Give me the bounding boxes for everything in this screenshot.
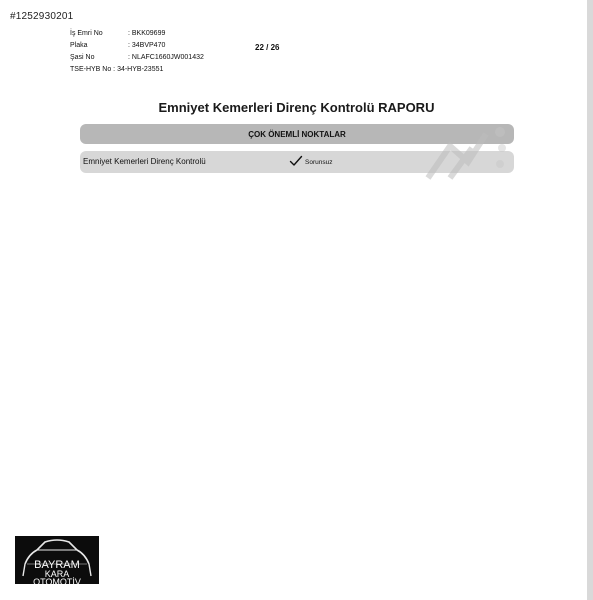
logo-line1: BAYRAM xyxy=(34,559,80,571)
check-icon xyxy=(289,155,303,167)
page-number: 22 / 26 xyxy=(255,43,280,52)
chassis-value: : NLAFC1660JW001432 xyxy=(128,54,204,61)
page-right-edge xyxy=(587,0,593,600)
check-status-text: Sorunsuz xyxy=(305,158,333,166)
listing-id: #1252930201 xyxy=(10,11,74,22)
dealer-logo xyxy=(15,536,99,584)
plate-row xyxy=(70,40,204,52)
order-number-value: : BKK09699 xyxy=(128,30,166,37)
report-title: Emniyet Kemerleri Direnç Kontrolü RAPORU xyxy=(158,100,435,115)
plate-label: Plaka xyxy=(70,42,88,49)
section-header xyxy=(80,124,514,144)
order-info xyxy=(70,28,204,76)
section-title: ÇOK ÖNEMLİ NOKTALAR xyxy=(248,129,346,139)
chassis-row xyxy=(70,52,204,64)
check-row xyxy=(80,151,514,173)
check-label: Emniyet Kemerleri Direnç Kontrolü xyxy=(83,157,206,166)
check-status xyxy=(289,155,332,167)
chassis-label: Şasi No xyxy=(70,54,95,61)
order-number-label: İş Emri No xyxy=(70,30,103,37)
logo-line2: KARA xyxy=(44,569,70,579)
tse-number: TSE-HYB No : 34-HYB-23551 xyxy=(70,66,164,73)
logo-line3: OTOMOTİV xyxy=(33,577,81,584)
tse-row xyxy=(70,64,204,76)
order-number-row xyxy=(70,28,204,40)
plate-value: : 34BVP470 xyxy=(128,42,166,49)
